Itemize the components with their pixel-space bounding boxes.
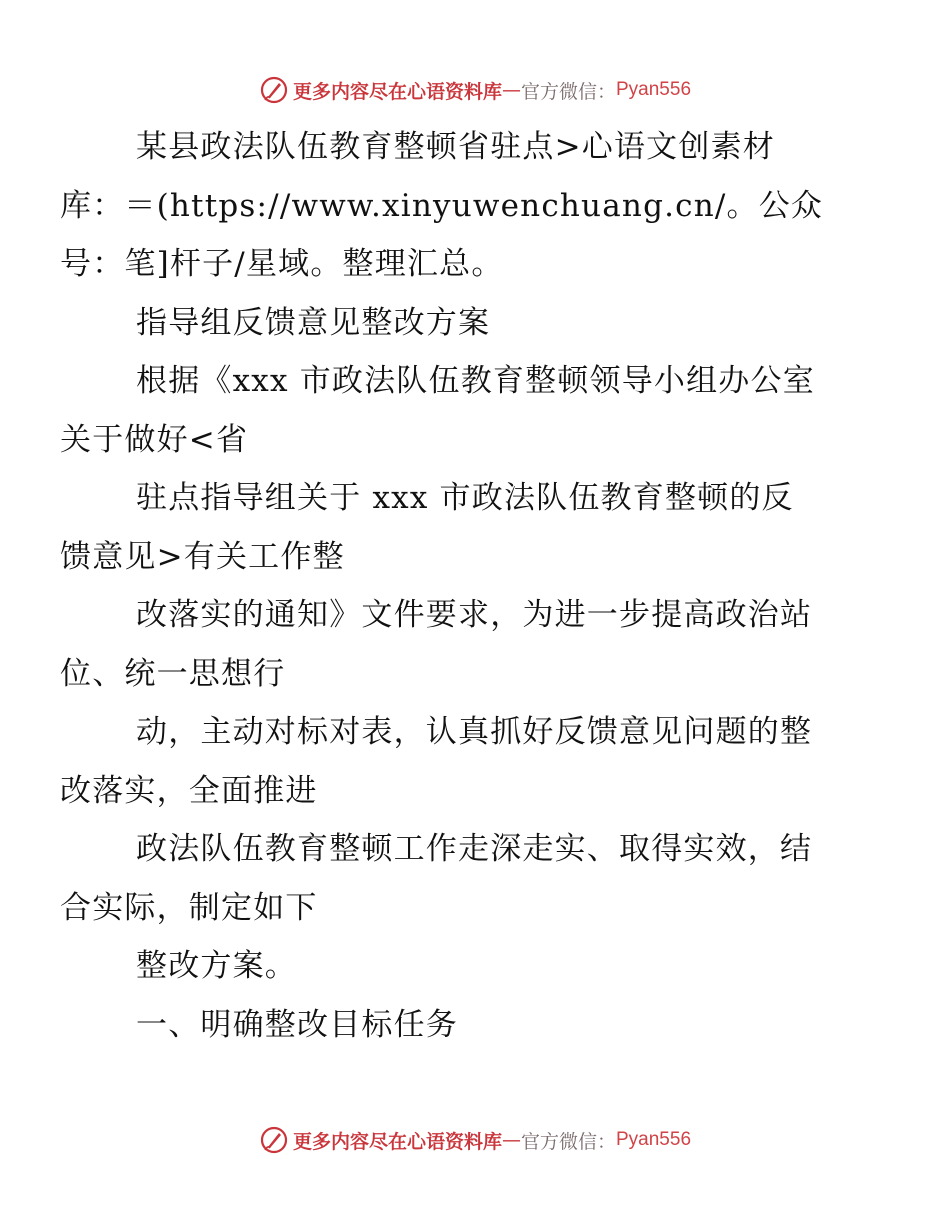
paragraph [60,118,858,294]
paragraph [60,586,858,703]
text-line: 某县政法队伍教育整顿省驻点>心语文创素材 [136,129,775,165]
watermark-dash: — [501,1129,521,1151]
text-line: 位、统一思想行 [60,655,286,692]
text-line: 改落实，全面推进 [60,772,318,809]
text-line: 指导组反馈意见整改方案 [136,304,491,341]
paragraph [98,937,858,996]
text-line: 关于做好<省 [60,421,249,458]
text-line: 动，主动对标对表，认真抓好反馈意见问题的整 [136,714,813,750]
paragraph [98,294,858,353]
watermark-dash: — [501,79,521,101]
text-line: 库：＝(https://www.xinyuwenchuang.cn/。公众 [60,187,824,224]
text-line: 号：笔]杆子/星域。整理汇总。 [60,246,504,282]
paragraph [60,352,858,469]
watermark-main-text: 更多内容尽在心语资料库 [292,80,502,103]
watermark-account: Pyan556 [616,79,692,100]
paragraph [60,703,858,820]
quill-pen-circle-icon [259,75,289,105]
text-line: 根据《xxx 市政法队伍教育整顿领导小组办公室 [136,363,815,399]
watermark-side-text: 官方微信： [520,1130,616,1153]
section-heading [98,996,858,1055]
text-line: 改落实的通知》文件要求，为进一步提高政治站 [136,597,813,633]
watermark-main-text: 更多内容尽在心语资料库 [292,1130,502,1153]
quill-pen-circle-icon [259,1125,289,1155]
document-body [60,118,858,1054]
text-line: 一、明确整改目标任务 [136,1006,458,1043]
paragraph [60,469,858,586]
watermark-side-text: 官方微信： [520,80,616,103]
text-line: 政法队伍教育整顿工作走深走实、取得实效，结 [136,831,813,867]
text-line: 馈意见>有关工作整 [60,538,345,575]
text-line: 整改方案。 [136,948,297,984]
paragraph [60,820,858,937]
header-watermark [0,70,950,110]
watermark-account: Pyan556 [616,1129,692,1150]
text-line: 驻点指导组关于 xxx 市政法队伍教育整顿的反 [136,480,794,516]
footer-watermark [0,1120,950,1160]
text-line: 合实际，制定如下 [60,889,318,926]
